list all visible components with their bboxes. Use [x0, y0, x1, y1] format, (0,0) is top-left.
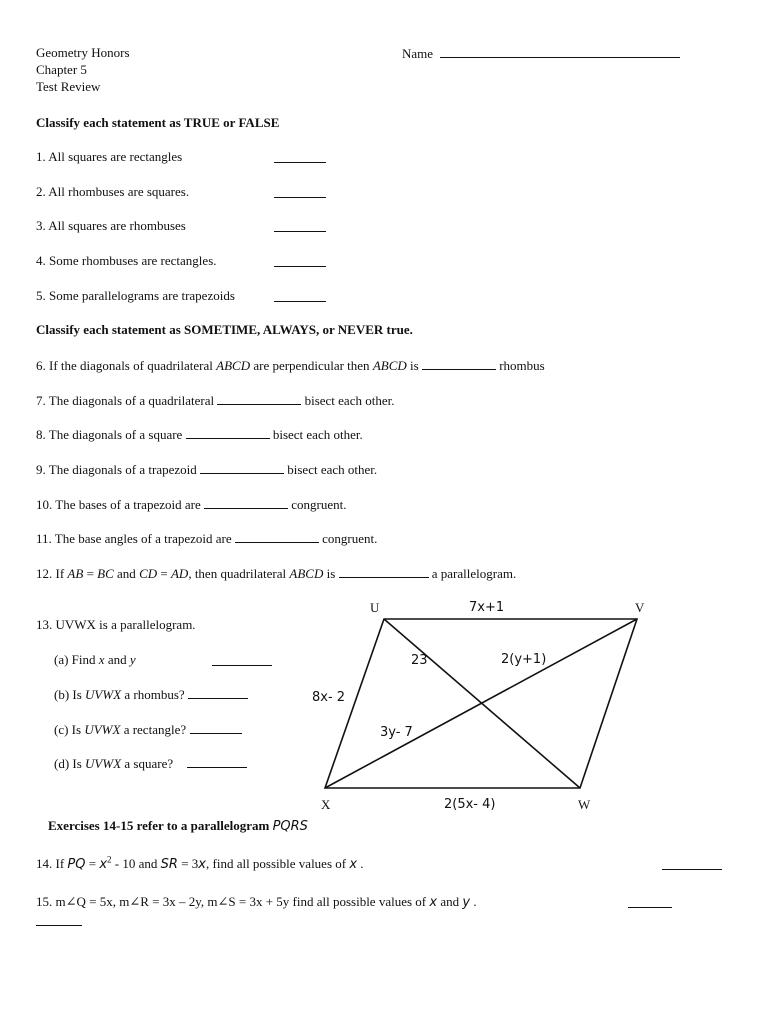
question-2: 2. All rhombuses are squares.: [36, 184, 190, 199]
vertex-v-label: V: [635, 600, 645, 615]
side-xw-label: 2(5x- 4): [444, 797, 496, 812]
chapter-label: Chapter 5: [36, 62, 87, 77]
name-label: Name: [402, 46, 434, 61]
course-name: Geometry Honors: [36, 45, 130, 60]
side-ux-label: 8x- 2: [312, 690, 346, 705]
question-5: 5. Some parallelograms are trapezoids: [36, 288, 235, 303]
question-14: 14. If PQ = $x^2 - 10$ and SR = 3x, find all possible values of x .: [36, 854, 364, 872]
question-9: 9. The diagonals of a trapezoid bisect each other.: [36, 462, 378, 477]
vertex-w-label: W: [578, 797, 591, 812]
question-7: 7. The diagonals of a quadrilateral bisect each other.: [36, 393, 395, 408]
section1-heading: Classify each statement as TRUE or FALSE: [36, 115, 280, 130]
diagonal-vx: [325, 619, 637, 788]
exercises-heading: Exercises 14-15 refer to a parallelogram PQRS: [48, 818, 308, 834]
question-13: 13. UVWX is a parallelogram.: [36, 617, 196, 632]
question-12: 12. If AB = BC and CD = AD, then quadrilateral ABCD is a parallelogram.: [36, 566, 517, 581]
vertex-u-label: U: [370, 600, 380, 615]
section2-heading: Classify each statement as SOMETIME, ALWAYS, or NEVER true.: [36, 322, 413, 337]
diagonal-upper-label: 2(y+1): [501, 652, 547, 667]
question-13c: (c) Is UVWX a rectangle?: [54, 721, 242, 738]
vertex-x-label: X: [321, 797, 331, 812]
question-4: 4. Some rhombuses are rectangles.: [36, 253, 217, 268]
question-11: 11. The base angles of a trapezoid are congruent.: [36, 531, 378, 546]
page-title: Test Review: [36, 79, 101, 94]
question-13a: (a) Find x and y: [54, 652, 136, 667]
diagonal-lower-label: 3y- 7: [380, 725, 413, 740]
side-uv-label: 7x+1: [469, 600, 505, 615]
question-13d: (d) Is UVWX a square?: [54, 755, 247, 772]
question-13b: (b) Is UVWX a rhombus?: [54, 686, 248, 703]
question-3: 3. All squares are rhombuses: [36, 218, 186, 233]
question-8: 8. The diagonals of a square bisect each other.: [36, 427, 363, 442]
question-1: 1. All squares are rectangles: [36, 149, 183, 164]
question-10: 10. The bases of a trapezoid are congruent.: [36, 497, 347, 512]
question-6: 6. If the diagonals of quadrilateral ABCD are perpendicular then ABCD is rhombus: [36, 358, 545, 373]
answer-blank-15b[interactable]: [36, 913, 82, 926]
answer-blank-15a[interactable]: [628, 895, 672, 908]
question-15: 15. m∠Q = 5x, m∠R = 3x – 2y, m∠S = 3x + 5y find all possible values of x and y .: [36, 894, 477, 910]
angle-label: 23: [411, 653, 428, 668]
answer-blank-14[interactable]: [662, 857, 722, 870]
